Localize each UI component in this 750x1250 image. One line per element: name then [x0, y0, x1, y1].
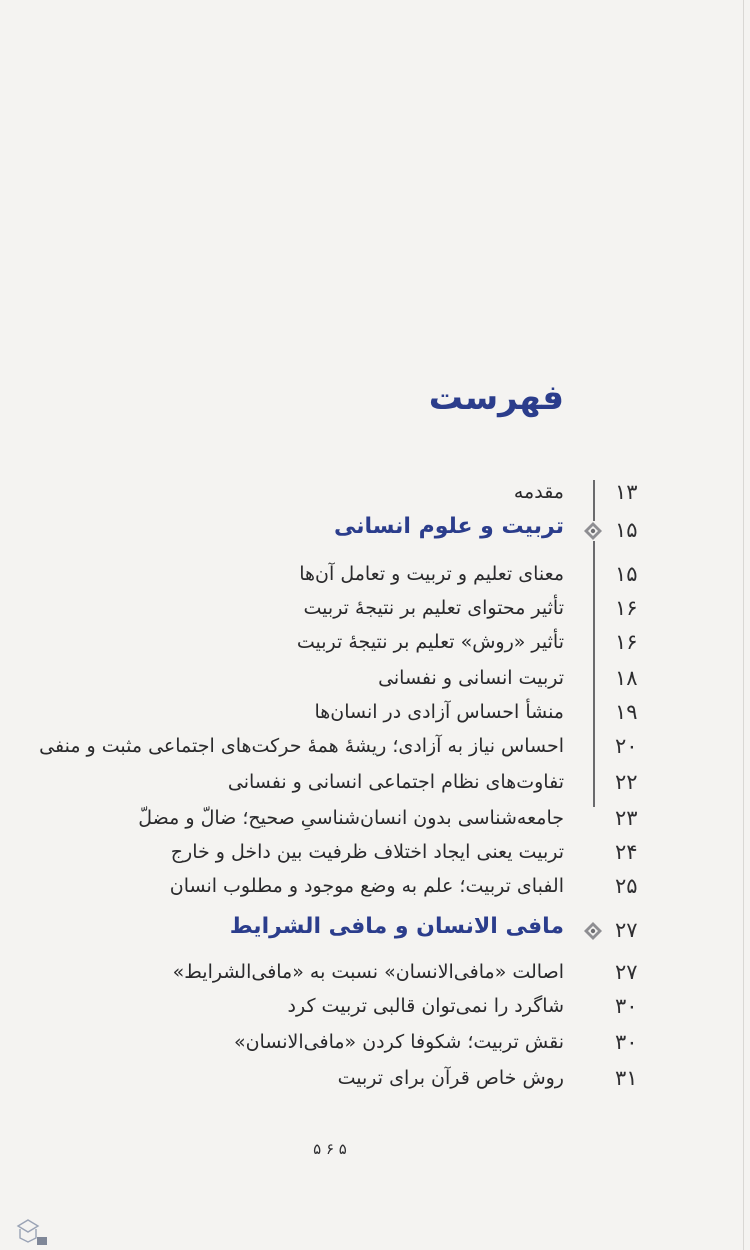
toc-entry-title: روش خاص قرآن برای تربیت — [337, 1067, 564, 1089]
toc-page-number: ۳۰ — [615, 994, 638, 1018]
page-title: فهرست — [428, 378, 564, 418]
toc-page-number: ۱۹ — [615, 700, 638, 724]
toc-section — [0, 914, 750, 948]
toc-page-number: ۱۸ — [615, 666, 638, 690]
toc-entry — [0, 1028, 750, 1062]
toc-entry-title: اصالت «مافی‌الانسان» نسبت به «مافی‌الشرایط» — [172, 961, 564, 983]
toc-entry-title: تأثیر «روش» تعلیم بر نتیجهٔ تربیت — [296, 631, 564, 653]
toc-entry — [0, 992, 750, 1026]
toc-entry-title: جامعه‌شناسی بدون انسان‌شناسیِ صحیح؛ ضالّ و مضلّ — [138, 807, 564, 829]
toc-page-number: ۱۶ — [615, 630, 638, 654]
toc-entry — [0, 594, 750, 628]
toc-entry-title: نقش تربیت؛ شکوفا کردن «مافی‌الانسان» — [233, 1031, 564, 1053]
toc-page-number: ۳۱ — [615, 1066, 638, 1090]
toc-page-number: ۲۷ — [615, 960, 638, 984]
ornament-icon — [583, 521, 603, 541]
toc-entry — [0, 478, 750, 512]
toc-page-number: ۱۳ — [615, 480, 638, 504]
toc-entry-title: تأثیر محتوای تعلیم بر نتیجهٔ تربیت — [303, 597, 564, 619]
toc-entry — [0, 698, 750, 732]
toc-page-number: ۲۳ — [615, 806, 638, 830]
toc-section — [0, 514, 750, 548]
toc-entry — [0, 768, 750, 802]
toc-entry — [0, 1064, 750, 1098]
toc-page-number: ۳۰ — [615, 1030, 638, 1054]
toc-entry-title: احساس نیاز به آزادی؛ ریشهٔ همهٔ حرکت‌های اجتماعی مثبت و منفی — [39, 735, 564, 757]
toc-entry-title: تربیت انسانی و نفسانی — [378, 667, 564, 689]
toc-page-number: ۱۵ — [615, 562, 638, 586]
toc-entry-title: الفبای تربیت؛ علم به وضع موجود و مطلوب انسان — [169, 875, 564, 897]
toc-entry — [0, 732, 750, 766]
toc-entry — [0, 560, 750, 594]
toc-entry — [0, 628, 750, 662]
toc-entry-title: معنای تعلیم و تربیت و تعامل آن‌ها — [299, 563, 564, 585]
toc-entry — [0, 958, 750, 992]
toc-entry — [0, 664, 750, 698]
toc-entry-title: تربیت یعنی ایجاد اختلاف ظرفیت بین داخل و خارج — [170, 841, 564, 863]
toc-page-number: ۱۶ — [615, 596, 638, 620]
toc-entry — [0, 872, 750, 906]
toc-page-number: ۲۴ — [615, 840, 638, 864]
toc-page-number: ۲۲ — [615, 770, 638, 794]
toc-page-number: ۲۰ — [615, 734, 638, 758]
toc-entry — [0, 838, 750, 872]
toc-entry-title: منشأ احساس آزادی در انسان‌ها — [314, 701, 564, 723]
page-number: ۵ ۶ ۵ — [313, 1140, 347, 1158]
ornament-icon — [583, 921, 603, 941]
toc-entry — [0, 804, 750, 838]
toc-page-number: ۲۷ — [615, 918, 638, 942]
toc-entry-title: شاگرد را نمی‌توان قالبی تربیت کرد — [287, 995, 564, 1017]
toc-entry-title: مافی الانسان و مافی الشرایط — [229, 914, 564, 939]
toc-page-number: ۲۵ — [615, 874, 638, 898]
toc-entry-title: مقدمه — [513, 481, 564, 503]
toc-entry-title: تفاوت‌های نظام اجتماعی انسانی و نفسانی — [227, 771, 564, 793]
publisher-logo-icon — [8, 1216, 48, 1246]
toc-entry-title: تربیت و علوم انسانی — [333, 514, 564, 539]
toc-page-number: ۱۵ — [615, 518, 638, 542]
